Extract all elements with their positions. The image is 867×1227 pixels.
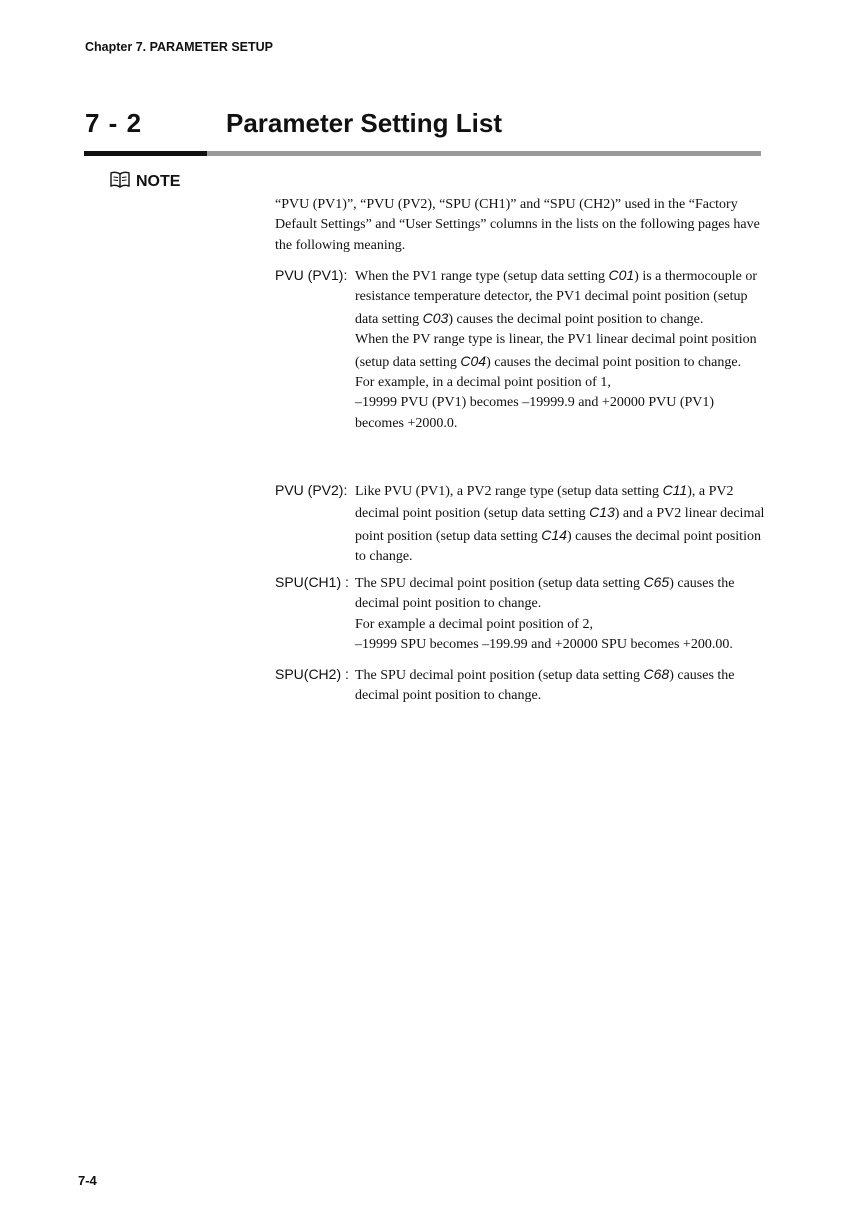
definition-text: For example, in a decimal point position of 1, xyxy=(355,375,611,391)
definition-spu-ch1 xyxy=(275,572,765,656)
definition-term: PVU (PV2): xyxy=(275,482,348,498)
definition-pvu-pv1 xyxy=(275,265,765,434)
definition-term: SPU(CH1) : xyxy=(275,574,349,590)
page-number: 7-4 xyxy=(78,1173,97,1188)
definition-term: PVU (PV1): xyxy=(275,267,348,283)
definition-text: For example a decimal point position of 2, xyxy=(355,616,593,632)
definition-term: SPU(CH2) : xyxy=(275,666,349,682)
definition-text: The SPU decimal point position (setup data setting C68) causes the decimal point position to change. xyxy=(355,666,735,704)
section-number: 7 - 2 xyxy=(85,108,143,138)
book-icon xyxy=(110,171,130,193)
definition-text: –19999 PVU (PV1) becomes –19999.9 and +20000 PVU (PV1) becomes +2000.0. xyxy=(355,395,715,431)
definition-text: When the PV range type is linear, the PV1 linear decimal point position (setup data setting C04) causes the decimal point position to change. xyxy=(355,332,757,370)
definition-text: Like PVU (PV1), a PV2 range type (setup data setting C11), a PV2 decimal point position (setup data setting C13) and a PV2 linear decimal point position (setup data setting C14) causes the decimal point position to change. xyxy=(355,482,765,565)
definition-text: When the PV1 range type (setup data setting C01) is a thermocouple or resistance temperature detector, the PV1 decimal point position (setup data setting C03) causes the decimal point position to change. xyxy=(355,267,758,327)
definition-pvu-pv2 xyxy=(275,480,765,568)
note-label xyxy=(110,171,180,193)
note-intro: “PVU (PV1)”, “PVU (PV2), “SPU (CH1)” and “SPU (CH2)” used in the “Factory Default Settings” and “User Settings” columns in the lists on the following pages have the following meaning. xyxy=(275,197,760,253)
section-rule-dark xyxy=(84,151,207,156)
chapter-header: Chapter 7. PARAMETER SETUP xyxy=(85,40,273,54)
definition-text: –19999 SPU becomes –199.99 and +20000 SPU becomes +200.00. xyxy=(355,637,733,653)
note-label-text: NOTE xyxy=(136,173,181,190)
definition-text: The SPU decimal point position (setup data setting C65) causes the decimal point position to change. xyxy=(355,574,735,612)
section-title: Parameter Setting List xyxy=(226,108,502,138)
section-rule-light xyxy=(207,151,761,156)
definition-spu-ch2 xyxy=(275,664,765,707)
